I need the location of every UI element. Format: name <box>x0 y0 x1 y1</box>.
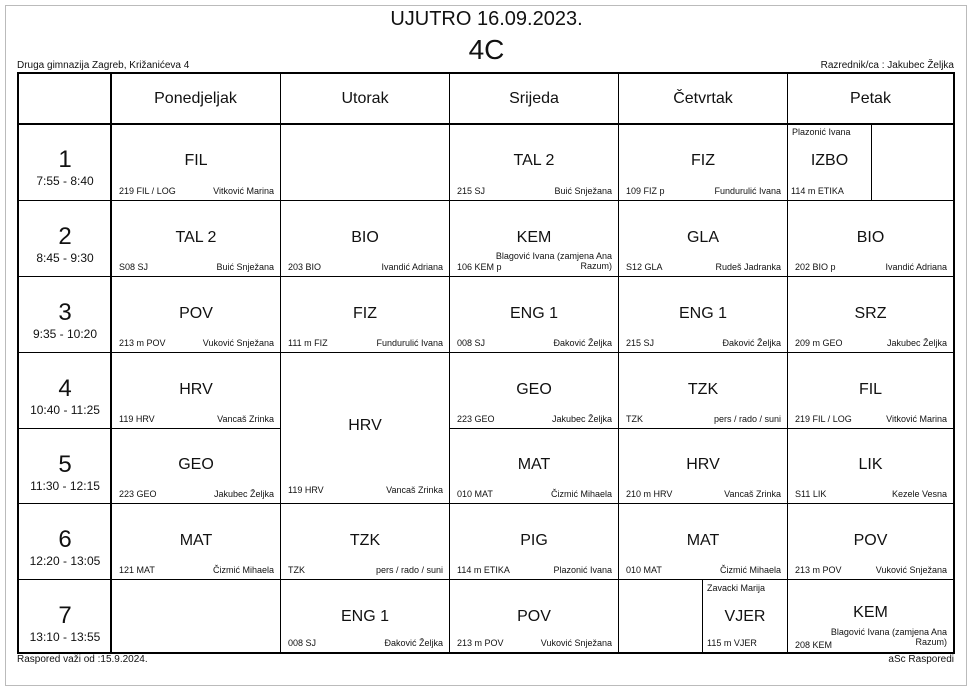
lesson-room: 215 SJ <box>626 338 655 348</box>
lesson-teacher: Đaković Željka <box>384 638 443 648</box>
lesson-subject: GLA <box>686 229 719 246</box>
lesson-teacher: Ivandić Adriana <box>885 262 947 272</box>
lesson-room: 203 BIO <box>288 262 322 272</box>
lesson-subject: KEM <box>853 604 888 621</box>
lesson-cell-thu-7[interactable] <box>703 580 787 652</box>
class-name: 4C <box>468 34 505 65</box>
period-time: 10:40 - 11:25 <box>30 403 100 417</box>
lesson-teacher: Čizmić Mihaela <box>719 565 781 575</box>
lesson-cell-wed-7[interactable] <box>450 580 618 652</box>
lesson-subject: IZBO <box>810 152 849 169</box>
lesson-subject: GEO <box>178 456 214 473</box>
period-time: 13:10 - 13:55 <box>29 630 101 644</box>
lesson-room: 213 m POV <box>119 338 166 348</box>
lesson-cell-fri-3[interactable] <box>788 277 953 352</box>
period-time: 8:45 - 9:30 <box>36 251 94 265</box>
school-name: Druga gimnazija Zagreb, Križanićeva 4 <box>17 60 190 71</box>
lesson-room: TZK <box>626 414 643 424</box>
lesson-room: 106 KEM p <box>457 262 502 272</box>
lesson-subject: HRV <box>179 381 213 398</box>
lesson-cell-wed-6[interactable] <box>450 504 618 579</box>
lesson-subject: GEO <box>516 381 552 398</box>
lesson-cell-mon-5[interactable] <box>112 429 280 503</box>
lesson-room: S11 LIK <box>795 489 827 499</box>
lesson-teacher: pers / rado / suni <box>713 414 781 424</box>
period-number: 5 <box>58 451 72 478</box>
lesson-subject: KEM <box>516 229 552 246</box>
lesson-cell-wed-4[interactable] <box>450 353 618 428</box>
day-header-monday: Ponedjeljak <box>154 90 237 107</box>
day-header-friday: Petak <box>850 90 891 107</box>
lesson-cell-thu-4[interactable] <box>619 353 787 428</box>
lesson-teacher: Vuković Snježana <box>202 338 274 348</box>
lesson-teacher: Blagović Ivana (zamjena Ana Razum) <box>830 627 947 647</box>
lesson-cell-tue-2[interactable] <box>281 201 449 276</box>
lesson-cell-wed-2[interactable] <box>450 201 618 276</box>
period-number: 1 <box>58 146 72 173</box>
lesson-cell-tue-4-5[interactable] <box>281 353 449 503</box>
lesson-subject: BIO <box>351 229 379 246</box>
lesson-teacher: Đaković Željka <box>553 338 612 348</box>
lesson-cell-fri-4[interactable] <box>788 353 953 428</box>
lesson-subject: ENG 1 <box>678 305 727 322</box>
lesson-cell-fri-6[interactable] <box>788 504 953 579</box>
lesson-cell-tue-6[interactable] <box>281 504 449 579</box>
lesson-room: 213 m POV <box>795 565 842 575</box>
lesson-room: 219 FIL / LOG <box>119 186 176 196</box>
lesson-room: S12 GLA <box>626 262 663 272</box>
lesson-cell-mon-3[interactable] <box>112 277 280 352</box>
lesson-subject: BIO <box>856 229 885 246</box>
lesson-subject: FIL <box>184 152 208 169</box>
lesson-room: 008 SJ <box>457 338 486 348</box>
period-3 <box>19 277 111 352</box>
lesson-subject: FIZ <box>691 152 715 169</box>
lesson-teacher: Vuković Snježana <box>540 638 612 648</box>
day-header-tuesday: Utorak <box>341 90 389 107</box>
lesson-room: 121 MAT <box>119 565 155 575</box>
lesson-teacher: Vitković Marina <box>213 186 274 196</box>
lesson-room: 209 m GEO <box>795 338 843 348</box>
lesson-subject: MAT <box>686 532 720 549</box>
lesson-teacher: Ivandić Adriana <box>381 262 443 272</box>
lesson-cell-tue-3[interactable] <box>281 277 449 352</box>
period-number: 6 <box>58 526 72 553</box>
lesson-room: 010 MAT <box>626 565 662 575</box>
lesson-room: 115 m VJER <box>707 638 757 648</box>
timetable-grid <box>17 72 955 654</box>
homeroom-teacher: Razrednik/ca : Jakubec Željka <box>820 60 954 71</box>
lesson-room: 223 GEO <box>119 489 157 499</box>
lesson-teacher: Fundurulić Ivana <box>714 186 781 196</box>
period-4 <box>19 353 111 428</box>
lesson-cell-fri-5[interactable] <box>788 429 953 503</box>
lesson-room: 215 SJ <box>457 186 486 196</box>
lesson-teacher: Vancaš Zrinka <box>724 489 781 499</box>
lesson-room: 109 FIZ p <box>626 186 665 196</box>
lesson-subject: POV <box>179 305 213 322</box>
lesson-subject: POV <box>517 608 551 625</box>
lesson-room: 119 HRV <box>288 485 324 495</box>
period-time: 7:55 - 8:40 <box>36 174 94 188</box>
lesson-room: 223 GEO <box>457 414 495 424</box>
day-header-wednesday: Srijeda <box>509 90 559 107</box>
lesson-cell-fri-1[interactable] <box>788 124 871 200</box>
lesson-teacher: Buić Snježana <box>554 186 612 196</box>
lesson-teacher: Jakubec Željka <box>551 414 612 424</box>
lesson-cell-mon-2[interactable] <box>112 201 280 276</box>
period-2 <box>19 201 111 276</box>
lesson-teacher: Rudeš Jadranka <box>715 262 781 272</box>
lesson-cell-tue-7[interactable] <box>281 580 449 652</box>
lesson-subject: FIL <box>858 381 883 398</box>
schedule-title: UJUTRO 16.09.2023. <box>390 8 583 30</box>
lesson-subject: PIG <box>520 532 548 549</box>
lesson-teacher: Jakubec Željka <box>886 338 947 348</box>
lesson-room: 010 MAT <box>457 489 493 499</box>
period-1 <box>19 124 111 200</box>
period-time: 12:20 - 13:05 <box>29 554 101 568</box>
lesson-subject: POV <box>853 532 888 549</box>
lesson-room: 219 FIL / LOG <box>795 414 852 424</box>
period-6 <box>19 504 111 579</box>
lesson-room: S08 SJ <box>119 262 149 272</box>
lesson-room: 008 SJ <box>288 638 317 648</box>
lesson-subject: MAT <box>179 532 213 549</box>
period-7 <box>19 580 111 652</box>
lesson-subject: ENG 1 <box>340 608 389 625</box>
lesson-cell-mon-6[interactable] <box>112 504 280 579</box>
lesson-teacher: Plazonić Ivana <box>553 565 612 575</box>
lesson-subject: HRV <box>686 456 720 473</box>
lesson-subject: HRV <box>348 417 382 434</box>
lesson-subject: VJER <box>724 608 766 625</box>
valid-from-note: Raspored važi od :15.9.2024. <box>17 654 148 665</box>
period-number: 3 <box>58 299 72 326</box>
lesson-cell-mon-4[interactable] <box>112 353 280 428</box>
lesson-subject: FIZ <box>353 305 377 322</box>
lesson-subject: TAL 2 <box>513 152 555 169</box>
lesson-subject: LIK <box>858 456 883 473</box>
lesson-teacher: Čizmić Mihaela <box>550 489 612 499</box>
lesson-room: TZK <box>288 565 305 575</box>
period-time: 11:30 - 12:15 <box>30 479 100 493</box>
lesson-teacher: Zavacki Marija <box>707 583 766 593</box>
lesson-cell-thu-1[interactable] <box>619 124 787 200</box>
lesson-teacher: Kezele Vesna <box>891 489 947 499</box>
period-time: 9:35 - 10:20 <box>32 327 98 341</box>
lesson-room: 114 m ETIKA <box>791 186 844 196</box>
lesson-cell-thu-2[interactable] <box>619 201 787 276</box>
lesson-cell-thu-6[interactable] <box>619 504 787 579</box>
lesson-cell-wed-3[interactable] <box>450 277 618 352</box>
period-number: 7 <box>58 602 72 629</box>
lesson-subject: ENG 1 <box>509 305 558 322</box>
lesson-room: 208 KEM <box>795 640 833 650</box>
lesson-teacher: Plazonić Ivana <box>792 127 851 137</box>
lesson-room: 114 m ETIKA <box>457 565 510 575</box>
lesson-teacher: Čizmić Mihaela <box>212 565 274 575</box>
lesson-room: 119 HRV <box>119 414 155 424</box>
lesson-cell-thu-5[interactable] <box>619 429 787 503</box>
lesson-cell-fri-7[interactable] <box>788 580 953 652</box>
lesson-teacher: Vitković Marina <box>886 414 947 424</box>
lesson-teacher: Buić Snježana <box>216 262 274 272</box>
lesson-teacher: Blagović Ivana (zamjena Ana Razum) <box>495 251 612 271</box>
lesson-cell-thu-3[interactable] <box>619 277 787 352</box>
lesson-room: 202 BIO p <box>795 262 836 272</box>
lesson-teacher: Fundurulić Ivana <box>376 338 443 348</box>
period-5 <box>19 429 111 503</box>
lesson-subject: TZK <box>687 381 719 398</box>
lesson-cell-mon-1[interactable] <box>112 124 280 200</box>
day-header-thursday: Četvrtak <box>673 90 733 107</box>
lesson-room: 213 m POV <box>457 638 504 648</box>
lesson-subject: SRZ <box>854 305 887 322</box>
lesson-room: 111 m FIZ <box>288 338 328 348</box>
lesson-teacher: Vancaš Zrinka <box>386 485 443 495</box>
period-number: 2 <box>58 223 72 250</box>
lesson-subject: MAT <box>517 456 551 473</box>
lesson-teacher: Vancaš Zrinka <box>217 414 274 424</box>
lesson-subject: TZK <box>349 532 381 549</box>
software-credit: aSc Rasporedi <box>888 654 954 665</box>
lesson-teacher: Đaković Željka <box>722 338 781 348</box>
lesson-cell-wed-1[interactable] <box>450 124 618 200</box>
lesson-teacher: Vuković Snježana <box>875 565 947 575</box>
lesson-teacher: Jakubec Željka <box>213 489 274 499</box>
period-number: 4 <box>58 375 72 402</box>
lesson-room: 210 m HRV <box>626 489 673 499</box>
lesson-cell-wed-5[interactable] <box>450 429 618 503</box>
lesson-subject: TAL 2 <box>175 229 217 246</box>
lesson-cell-fri-2[interactable] <box>788 201 953 276</box>
lesson-teacher: pers / rado / suni <box>375 565 443 575</box>
